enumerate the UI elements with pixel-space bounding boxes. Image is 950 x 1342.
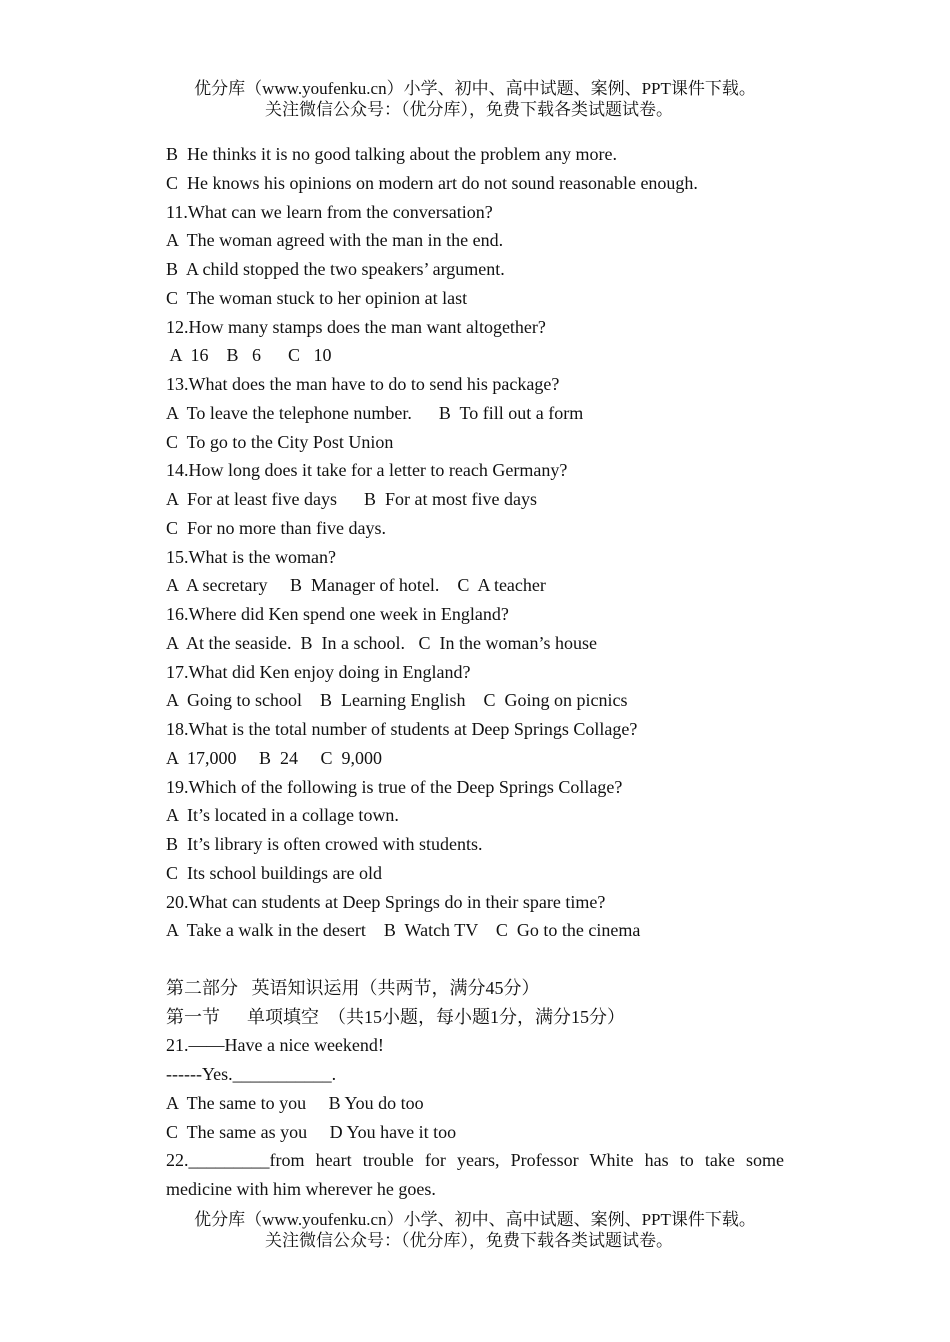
- question-13: 13.What does the man have to do to send his package?: [166, 374, 560, 394]
- question-17: 17.What did Ken enjoy doing in England?: [166, 661, 471, 682]
- option-line: A Going to school B Learning English C Going on picnics: [166, 690, 628, 711]
- option-line: A For at least five days B For at most five days: [166, 489, 537, 509]
- question-14: 14.How long does it take for a letter to reach Germany?: [166, 460, 568, 481]
- question-19: 19.Which of the following is true of the Deep Springs Collage?: [166, 776, 623, 797]
- text-line: C He knows his opinions on modern art do not sound reasonable enough.: [166, 172, 698, 193]
- option-line: A The same to you B You do too: [166, 1092, 424, 1113]
- text-line: B He thinks it is no good talking about the problem any more.: [166, 144, 617, 164]
- option-line: C The woman stuck to her opinion at last: [166, 287, 468, 308]
- page-header: [0, 78, 950, 120]
- option-line: C For no more than five days.: [166, 517, 386, 538]
- option-line: A Take a walk in the desert B Watch TV C Go to the cinema: [166, 920, 641, 941]
- answer-line: ------Yes.___________.: [166, 1064, 337, 1084]
- page-footer: [0, 1209, 950, 1251]
- option-line: A 17,000 B 24 C 9,000: [166, 747, 383, 768]
- header-line-1: 优分库（www.youfenku.cn）小学、初中、高中试题、案例、PPT课件下载。: [194, 79, 756, 98]
- header-line-2: 关注微信公众号：（优分库），免费下载各类试题试卷。: [265, 100, 673, 119]
- option-line: C To go to the City Post Union: [166, 431, 394, 452]
- document-body: [166, 140, 784, 1204]
- option-line: A It’s located in a collage town.: [166, 805, 399, 826]
- question-11: 11.What can we learn from the conversation?: [166, 201, 493, 222]
- question-20: 20.What can students at Deep Springs do in their spare time?: [166, 891, 606, 912]
- option-line: A At the seaside. B In a school. C In the woman’s house: [166, 632, 597, 653]
- option-line: A A secretary B Manager of hotel. C A teacher: [166, 575, 546, 596]
- part-2-title: 第二部分 英语知识运用（共两节，满分45分）: [166, 977, 540, 998]
- question-22-line-1: 22._________from heart trouble for years, Professor White has to take some: [166, 1150, 784, 1171]
- option-line: B It’s library is often crowed with students.: [166, 834, 483, 854]
- option-line: B A child stopped the two speakers’ argument.: [166, 259, 505, 279]
- question-22-line-2: medicine with him wherever he goes.: [166, 1179, 436, 1199]
- option-line: C Its school buildings are old: [166, 862, 382, 883]
- question-12: 12.How many stamps does the man want altogether?: [166, 316, 546, 337]
- option-line: A The woman agreed with the man in the end.: [166, 230, 504, 251]
- question-18: 18.What is the total number of students at Deep Springs Collage?: [166, 719, 638, 739]
- question-21: 21.——Have a nice weekend!: [166, 1035, 384, 1056]
- option-line: C The same as you D You have it too: [166, 1121, 457, 1142]
- footer-line-1: 优分库（www.youfenku.cn）小学、初中、高中试题、案例、PPT课件下载。: [194, 1210, 756, 1229]
- section-1-title: 第一节 单项填空 （共15小题，每小题1分，满分15分）: [166, 1006, 625, 1027]
- spacer: [166, 945, 784, 974]
- question-16: 16.Where did Ken spend one week in England?: [166, 604, 509, 624]
- footer-line-2: 关注微信公众号：（优分库），免费下载各类试题试卷。: [265, 1231, 673, 1250]
- question-15: 15.What is the woman?: [166, 546, 336, 567]
- option-line: A 16 B 6 C 10: [166, 345, 332, 366]
- option-line: A To leave the telephone number. B To fill out a form: [166, 402, 584, 423]
